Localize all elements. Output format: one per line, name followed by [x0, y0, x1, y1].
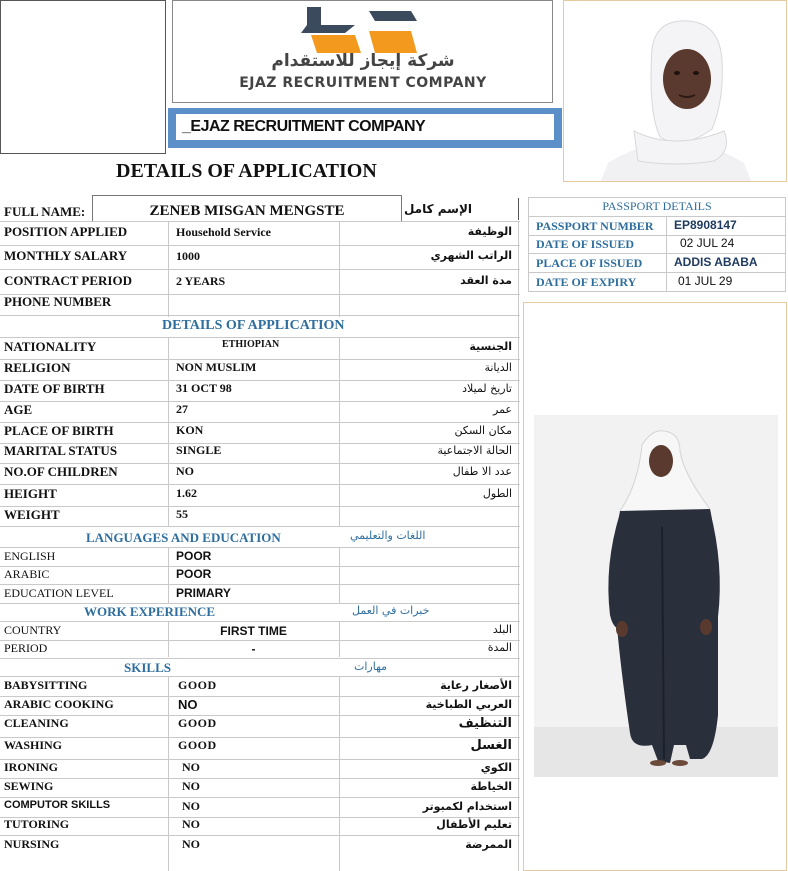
skill-label: ARABIC COOKING [4, 697, 114, 711]
row-divider [0, 759, 520, 760]
skill-arabic: تعليم الأطفال [436, 818, 512, 831]
full-body-photo [523, 302, 787, 871]
portrait-photo [563, 0, 787, 182]
skill-arabic: العربي الطباخية [425, 698, 512, 711]
skill-label: IRONING [4, 760, 59, 774]
personal-value: Household Service [176, 225, 271, 239]
row-divider [0, 526, 520, 527]
skills-heading-arabic: مهارات [354, 660, 388, 673]
passport-row [528, 217, 786, 236]
passport-row [528, 235, 786, 254]
row-divider [0, 359, 520, 360]
language-label: ENGLISH [4, 549, 56, 563]
work-heading-arabic: خبرات في العمل [352, 604, 430, 617]
skill-arabic: الغسل [470, 738, 512, 753]
skill-arabic: الخياطة [470, 780, 512, 793]
personal-value: 1000 [176, 249, 200, 263]
full-name-value: ZENEB MISGAN MENGSTE [149, 203, 345, 219]
detail-value: SINGLE [176, 443, 222, 457]
skill-value: NO [182, 779, 200, 793]
logo-arabic: شركة إيجاز للاستقدام [271, 51, 455, 71]
company-logo [172, 0, 553, 103]
detail-label: DATE OF BIRTH [4, 381, 105, 396]
detail-value: NON MUSLIM [176, 360, 257, 374]
skill-value: NO [182, 799, 200, 813]
personal-arabic: مدة العقد [460, 274, 512, 287]
details-heading: DETAILS OF APPLICATION [162, 318, 345, 333]
work-heading: WORK EXPERIENCE [84, 604, 216, 619]
passport-label: DATE OF ISSUED [536, 237, 635, 251]
language-label: EDUCATION LEVEL [4, 586, 114, 600]
detail-arabic: الجنسية [469, 340, 512, 353]
detail-label: NATIONALITY [4, 339, 97, 354]
languages-heading: LANGUAGES AND EDUCATION [86, 530, 281, 545]
row-divider [0, 658, 520, 659]
detail-value: NO [176, 464, 194, 478]
full-name-arabic: الإسم كامل [403, 202, 472, 216]
detail-label: RELIGION [4, 360, 71, 375]
detail-label: MARITAL STATUS [4, 443, 118, 458]
skill-value: NO [182, 837, 200, 851]
skill-value: NO [178, 697, 198, 712]
language-value: PRIMARY [176, 586, 231, 600]
passport-value: ADDIS ABABA [674, 255, 758, 269]
skills-heading: SKILLS [124, 660, 171, 675]
skill-value: GOOD [178, 678, 217, 692]
detail-value: 1.62 [176, 486, 197, 500]
skill-value: NO [182, 760, 200, 774]
personal-label: MONTHLY SALARY [4, 248, 128, 263]
detail-value: 31 OCT 98 [176, 381, 232, 395]
personal-label: PHONE NUMBER [4, 294, 112, 309]
skill-arabic: الكوي [480, 761, 512, 774]
passport-row [528, 254, 786, 273]
blank-photo-box [0, 0, 166, 154]
work-value: FIRST TIME [220, 624, 287, 638]
page-title: DETAILS OF APPLICATION [116, 160, 377, 182]
passport-label: DATE OF EXPIRY [536, 275, 637, 289]
work-label: PERIOD [4, 641, 48, 655]
passport-value: 01 JUL 29 [678, 274, 733, 288]
passport-label: PASSPORT NUMBER [536, 219, 654, 233]
language-value: POOR [176, 549, 212, 563]
personal-arabic: الراتب الشهري [430, 249, 512, 262]
row-divider [0, 315, 520, 316]
personal-label: CONTRACT PERIOD [4, 273, 132, 288]
skill-arabic: التنظيف [458, 716, 512, 731]
detail-arabic: تاريخ لميلاد [462, 382, 512, 395]
row-divider [0, 797, 520, 798]
work-value: - [251, 642, 256, 656]
work-arabic: البلد [492, 623, 512, 636]
skill-value: GOOD [178, 738, 217, 752]
detail-value: KON [176, 423, 204, 437]
row-divider [0, 778, 520, 779]
skill-label: COMPUTOR SKILLS [4, 799, 111, 811]
row-divider [0, 401, 520, 402]
passport-value: EP8908147 [674, 218, 737, 232]
detail-label: PLACE OF BIRTH [4, 423, 114, 438]
skill-value: NO [182, 817, 200, 831]
language-value: POOR [176, 567, 212, 581]
detail-label: AGE [4, 402, 33, 417]
full-name-box [92, 195, 402, 222]
detail-value: ETHIOPIAN [222, 339, 280, 350]
detail-label: NO.OF CHILDREN [4, 464, 118, 479]
row-divider [0, 245, 520, 246]
work-label: COUNTRY [4, 623, 62, 637]
row-divider [0, 484, 520, 485]
row-divider [0, 506, 520, 507]
passport-value: 02 JUL 24 [680, 236, 735, 250]
row-divider [0, 603, 520, 604]
row-divider [0, 715, 520, 716]
detail-arabic: الديانة [484, 361, 512, 374]
skill-label: TUTORING [4, 817, 70, 831]
company-name-text: _EJAZ RECRUITMENT COMPANY [182, 118, 426, 135]
company-name-bar [168, 108, 562, 148]
row-divider [0, 835, 520, 836]
row-divider [0, 640, 520, 641]
detail-value: 55 [176, 507, 188, 521]
passport-heading: PASSPORT DETAILS [602, 199, 712, 213]
language-label: ARABIC [4, 567, 50, 581]
passport-row [528, 273, 786, 291]
detail-arabic: الحالة الاجتماعية [437, 444, 512, 457]
skill-arabic: الممرضة [465, 838, 512, 851]
full-name-label: FULL NAME: [4, 204, 86, 219]
skill-label: WASHING [4, 738, 63, 752]
logo-english: EJAZ RECRUITMENT COMPANY [239, 75, 487, 91]
skill-value: GOOD [178, 716, 217, 730]
skill-label: SEWING [4, 779, 54, 793]
work-arabic: المدة [487, 641, 512, 654]
personal-value: 2 YEARS [176, 274, 226, 288]
passport-label: PLACE OF ISSUED [536, 256, 643, 270]
row-divider [0, 584, 520, 585]
row-divider [0, 269, 520, 270]
detail-arabic: عدد الا طفال [452, 465, 512, 478]
personal-arabic: الوظيفة [467, 225, 512, 238]
detail-value: 27 [176, 402, 188, 416]
skill-arabic: الأصغار رعاية [440, 679, 512, 692]
skill-arabic: استخدام لكمبوتر [422, 800, 512, 813]
detail-label: WEIGHT [4, 507, 60, 522]
row-divider [0, 737, 520, 738]
skill-label: NURSING [4, 837, 60, 851]
detail-arabic: مكان السكن [454, 424, 512, 437]
detail-arabic: عمر [493, 403, 512, 416]
personal-label: POSITION APPLIED [4, 224, 128, 239]
skill-label: CLEANING [4, 716, 69, 730]
detail-arabic: الطول [482, 487, 512, 500]
detail-label: HEIGHT [4, 486, 57, 501]
languages-heading-arabic: اللغات والتعليمي [350, 529, 426, 542]
row-divider [0, 566, 520, 567]
skill-label: BABYSITTING [4, 678, 88, 692]
